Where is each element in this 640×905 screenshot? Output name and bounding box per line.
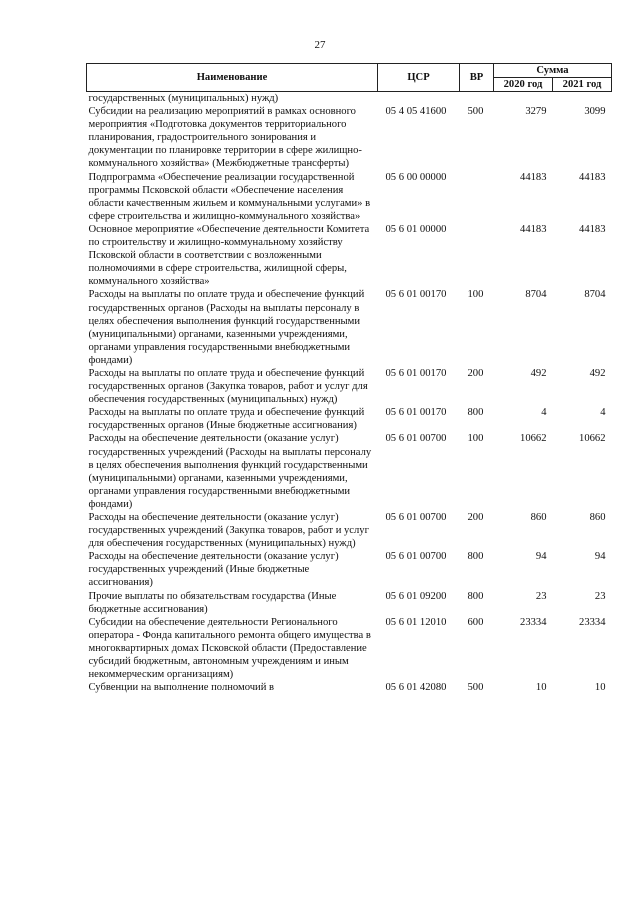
row-sum-2020: 23 bbox=[535, 590, 547, 602]
row-sum-2020: 8704 bbox=[525, 289, 547, 301]
row-vr: 800 bbox=[467, 590, 484, 602]
row-name: государственных (муниципальных) нужд) bbox=[88, 93, 279, 104]
header-year-2021: 2021 год bbox=[553, 78, 612, 92]
row-csr: 05 6 01 09200 bbox=[385, 590, 447, 602]
header-vr: ВР bbox=[460, 64, 494, 92]
header-row bbox=[87, 64, 612, 78]
row-csr: 05 4 05 41600 bbox=[385, 106, 447, 118]
row-name: Подпрограмма «Обеспечение реализации государственной программы Псковской области «Обеспечение населения области качественным жильем и коммунальными услугами» в сфере строительства и жилищно-коммунального хозяйства» bbox=[88, 171, 371, 222]
row-sum-2020: 94 bbox=[535, 551, 547, 563]
table-row bbox=[87, 288, 612, 367]
row-sum-2020: 44183 bbox=[520, 171, 547, 183]
row-sum-2020: 3279 bbox=[525, 106, 547, 118]
row-sum-2021: 44183 bbox=[579, 171, 606, 183]
row-csr: 05 6 01 00700 bbox=[385, 433, 447, 445]
table-row bbox=[87, 616, 612, 681]
row-sum-2021: 94 bbox=[594, 551, 606, 563]
row-name: Основное мероприятие «Обеспечение деятельности Комитета по строительству и жилищно-коммунальному хозяйству Псковской области в соответствии с возложенными полномочиями в сфере строительства, жилищной сферы, коммунального хозяйства» bbox=[88, 223, 370, 288]
row-name: Субсидии на реализацию мероприятий в рамках основного мероприятия «Подготовка документов территориального планирования, градостроительного зонирования и документации по планировке территории в сфере жилищно-коммунального хозяйства» (Межбюджетные трансферты) bbox=[88, 106, 362, 170]
row-vr: 800 bbox=[467, 407, 484, 419]
row-csr: 05 6 01 00170 bbox=[385, 367, 447, 379]
row-sum-2020: 10662 bbox=[520, 433, 547, 445]
row-sum-2020: 23334 bbox=[520, 616, 547, 628]
budget-table bbox=[86, 63, 612, 694]
header-csr: ЦСР bbox=[378, 64, 460, 92]
row-name: Расходы на выплаты по оплате труда и обеспечение функций государственных органов (Иные бюджетные ассигнования) bbox=[88, 407, 365, 432]
row-sum-2021: 4 bbox=[600, 407, 606, 419]
row-name: Субвенции на выполнение полномочий в bbox=[88, 682, 275, 694]
table-body bbox=[87, 92, 612, 695]
row-vr bbox=[460, 92, 494, 106]
row-name: Расходы на обеспечение деятельности (оказание услуг) государственных учреждений (Расходы на выплаты персоналу в целях обеспечения выполнения функций государственными (муниципальными) органами, казенными учреждениями, органами управления государственными внебюджетными фондами) bbox=[88, 433, 372, 510]
row-name: Расходы на обеспечение деятельности (оказание услуг) государственных учреждений (Закупка товаров, работ и услуг для обеспечения государственных (муниципальных) нужд) bbox=[88, 512, 369, 550]
row-sum-2021: 492 bbox=[589, 367, 606, 379]
table-row bbox=[87, 406, 612, 432]
header-name: Наименование bbox=[87, 64, 378, 92]
row-csr: 05 6 01 00170 bbox=[385, 289, 447, 301]
row-sum-2021: 44183 bbox=[579, 223, 606, 235]
row-vr: 100 bbox=[467, 289, 484, 301]
row-name: Расходы на выплаты по оплате труда и обеспечение функций государственных органов (Закупка товаров, работ и услуг для обеспечения государственных (муниципальных) нужд) bbox=[88, 367, 368, 406]
row-sum-2020: 492 bbox=[530, 367, 547, 379]
table-row bbox=[87, 550, 612, 589]
header-year-2020: 2020 год bbox=[494, 78, 553, 92]
row-vr: 500 bbox=[467, 682, 484, 694]
row-sum-2021: 23 bbox=[594, 590, 606, 602]
row-name: Расходы на выплаты по оплате труда и обеспечение функций государственных органов (Расходы на выплаты персоналу в целях обеспечения выполнения функций государственными (муниципальными) органами, казенными учреждениями, органами управления государственными внебюджетными фондами) bbox=[88, 289, 365, 366]
row-name: Расходы на обеспечение деятельности (оказание услуг) государственных учреждений (Иные бюджетные ассигнования) bbox=[88, 551, 339, 589]
row-csr: 05 6 00 00000 bbox=[385, 171, 447, 183]
table-row bbox=[87, 511, 612, 550]
row-vr: 600 bbox=[467, 616, 484, 628]
row-sum-2021 bbox=[553, 92, 612, 106]
row-sum-2020 bbox=[494, 92, 553, 106]
row-sum-2021: 8704 bbox=[584, 289, 606, 301]
row-csr: 05 6 01 42080 bbox=[385, 682, 447, 694]
row-csr: 05 6 01 00700 bbox=[385, 512, 447, 523]
page-number: 27 bbox=[314, 39, 326, 51]
row-sum-2020: 860 bbox=[530, 512, 547, 523]
row-csr: 05 6 01 00170 bbox=[385, 407, 447, 419]
row-name: Субсидии на обеспечение деятельности Регионального оператора - Фонда капитального ремонта общего имущества в многоквартирных домах Псковской области (Предоставление субсидий бюджетным, автономным учреждениям и иным некоммерческим организациям) bbox=[88, 616, 371, 681]
row-sum-2021: 10 bbox=[594, 682, 606, 694]
row-sum-2021: 23334 bbox=[579, 616, 606, 628]
row-csr: 05 6 01 00700 bbox=[385, 551, 447, 563]
table-row bbox=[87, 681, 612, 694]
table-row bbox=[87, 367, 612, 406]
table-row bbox=[87, 432, 612, 511]
header-sum: Сумма bbox=[494, 64, 612, 78]
row-csr: 05 6 01 12010 bbox=[385, 616, 447, 628]
row-vr: 100 bbox=[467, 433, 484, 445]
table-row bbox=[87, 223, 612, 288]
row-vr: 200 bbox=[467, 512, 484, 523]
row-sum-2020: 4 bbox=[541, 407, 547, 419]
row-sum-2021: 860 bbox=[589, 512, 606, 523]
row-vr: 500 bbox=[467, 106, 484, 118]
row-sum-2020: 44183 bbox=[520, 223, 547, 235]
table-row bbox=[87, 105, 612, 170]
row-vr: 200 bbox=[467, 367, 484, 379]
table-row bbox=[87, 92, 612, 106]
row-vr bbox=[460, 171, 494, 223]
row-sum-2021: 3099 bbox=[584, 106, 606, 118]
row-sum-2020: 10 bbox=[535, 682, 547, 694]
row-csr: 05 6 01 00000 bbox=[385, 223, 447, 235]
table-row bbox=[87, 171, 612, 223]
row-sum-2021: 10662 bbox=[579, 433, 606, 445]
table-row bbox=[87, 590, 612, 616]
row-vr: 800 bbox=[467, 551, 484, 563]
row-csr bbox=[378, 92, 460, 106]
row-vr bbox=[460, 223, 494, 288]
row-name: Прочие выплаты по обязательствам государства (Иные бюджетные ассигнования) bbox=[88, 590, 337, 615]
